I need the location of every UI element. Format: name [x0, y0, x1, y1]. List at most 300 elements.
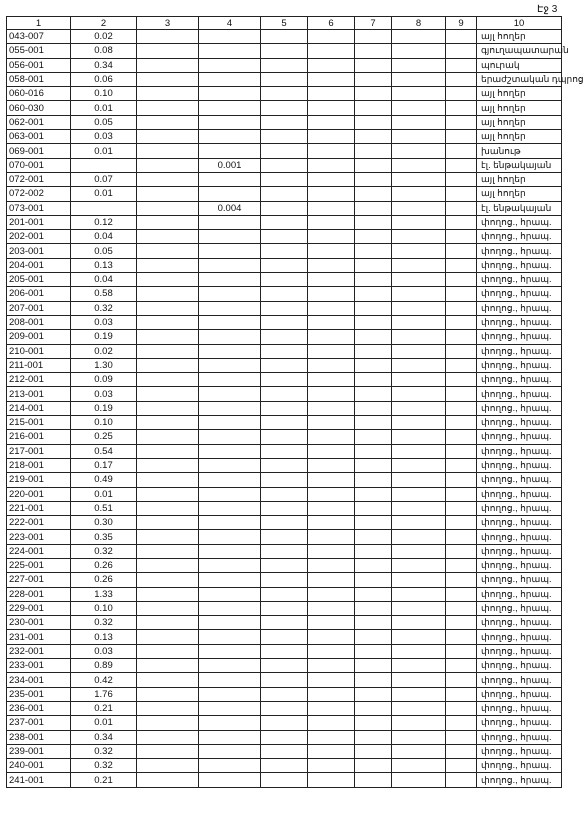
- parcel-code-cell: 237-001: [7, 716, 71, 730]
- column-5-cell: [261, 544, 308, 558]
- column-4-cell: [199, 716, 261, 730]
- column-6-cell: [308, 401, 355, 415]
- column-8-cell: [392, 87, 446, 101]
- purpose-cell: փողոց., հրապ.: [477, 530, 562, 544]
- purpose-cell: փողոց., հրապ.: [477, 516, 562, 530]
- table-row: [7, 358, 562, 372]
- column-8-cell: [392, 701, 446, 715]
- table-row: [7, 630, 562, 644]
- table-row: [7, 387, 562, 401]
- purpose-cell: այլ հողեր: [477, 30, 562, 44]
- column-8-cell: [392, 101, 446, 115]
- column-8-cell: [392, 616, 446, 630]
- purpose-cell: փողոց., հրապ.: [477, 487, 562, 501]
- column-3-cell: [137, 744, 199, 758]
- table-row: [7, 644, 562, 658]
- column-6-cell: [308, 744, 355, 758]
- area-cell: 0.10: [71, 601, 137, 615]
- column-3-cell: [137, 215, 199, 229]
- column-4-cell: [199, 601, 261, 615]
- parcel-code-cell: 060-016: [7, 87, 71, 101]
- column-7-cell: [355, 87, 392, 101]
- column-7-cell: [355, 444, 392, 458]
- area-cell: 0.19: [71, 330, 137, 344]
- column-3-cell: [137, 516, 199, 530]
- column-5-cell: [261, 330, 308, 344]
- column-6-cell: [308, 130, 355, 144]
- column-8-cell: [392, 744, 446, 758]
- column-4-cell: [199, 187, 261, 201]
- area-cell: 0.03: [71, 130, 137, 144]
- parcel-code-cell: 241-001: [7, 773, 71, 787]
- parcel-code-cell: 225-001: [7, 558, 71, 572]
- column-3-cell: [137, 330, 199, 344]
- area-cell: 0.32: [71, 744, 137, 758]
- purpose-cell: փողոց., հրապ.: [477, 301, 562, 315]
- table-row: [7, 501, 562, 515]
- area-cell: 0.03: [71, 315, 137, 329]
- column-3-cell: [137, 344, 199, 358]
- column-3-cell: [137, 601, 199, 615]
- table-row: [7, 659, 562, 673]
- column-3-cell: [137, 72, 199, 86]
- purpose-cell: այլ հողեր: [477, 87, 562, 101]
- area-cell: 1.76: [71, 687, 137, 701]
- parcel-code-cell: 233-001: [7, 659, 71, 673]
- area-cell: 0.26: [71, 558, 137, 572]
- column-9-cell: [446, 516, 477, 530]
- column-7-cell: [355, 344, 392, 358]
- column-6-cell: [308, 473, 355, 487]
- column-8-cell: [392, 273, 446, 287]
- column-8-cell: [392, 558, 446, 572]
- column-4-cell: [199, 473, 261, 487]
- table-row: [7, 87, 562, 101]
- table-row: [7, 101, 562, 115]
- purpose-cell: փողոց., հրապ.: [477, 287, 562, 301]
- purpose-cell: փողոց., հրապ.: [477, 230, 562, 244]
- column-4-cell: [199, 230, 261, 244]
- column-8-cell: [392, 587, 446, 601]
- table-row: [7, 201, 562, 215]
- table-row: [7, 516, 562, 530]
- column-9-cell: [446, 215, 477, 229]
- column-3-cell: [137, 659, 199, 673]
- column-5-cell: [261, 230, 308, 244]
- column-9-cell: [446, 616, 477, 630]
- column-9-cell: [446, 387, 477, 401]
- column-7-cell: [355, 673, 392, 687]
- column-header: 10: [477, 17, 562, 30]
- column-5-cell: [261, 373, 308, 387]
- area-cell: 1.33: [71, 587, 137, 601]
- column-4-cell: 0.004: [199, 201, 261, 215]
- column-6-cell: [308, 87, 355, 101]
- column-9-cell: [446, 158, 477, 172]
- area-cell: 0.02: [71, 344, 137, 358]
- column-8-cell: [392, 773, 446, 787]
- column-9-cell: [446, 644, 477, 658]
- column-4-cell: [199, 401, 261, 415]
- column-9-cell: [446, 30, 477, 44]
- column-4-cell: [199, 172, 261, 186]
- column-4-cell: [199, 44, 261, 58]
- parcel-code-cell: 221-001: [7, 501, 71, 515]
- column-7-cell: [355, 687, 392, 701]
- area-cell: 0.01: [71, 716, 137, 730]
- parcel-code-cell: 220-001: [7, 487, 71, 501]
- column-6-cell: [308, 773, 355, 787]
- column-5-cell: [261, 744, 308, 758]
- column-8-cell: [392, 330, 446, 344]
- column-8-cell: [392, 201, 446, 215]
- column-3-cell: [137, 373, 199, 387]
- table-row: [7, 58, 562, 72]
- column-5-cell: [261, 201, 308, 215]
- parcel-code-cell: 234-001: [7, 673, 71, 687]
- area-cell: 0.21: [71, 773, 137, 787]
- column-7-cell: [355, 72, 392, 86]
- column-3-cell: [137, 172, 199, 186]
- column-8-cell: [392, 430, 446, 444]
- table-row: [7, 315, 562, 329]
- column-5-cell: [261, 501, 308, 515]
- column-6-cell: [308, 101, 355, 115]
- table-row: [7, 115, 562, 129]
- column-5-cell: [261, 444, 308, 458]
- column-6-cell: [308, 287, 355, 301]
- table-row: [7, 144, 562, 158]
- column-3-cell: [137, 230, 199, 244]
- column-9-cell: [446, 258, 477, 272]
- column-9-cell: [446, 344, 477, 358]
- parcel-code-cell: 208-001: [7, 315, 71, 329]
- table-row: [7, 487, 562, 501]
- parcel-code-cell: 062-001: [7, 115, 71, 129]
- column-8-cell: [392, 230, 446, 244]
- purpose-cell: խանութ: [477, 144, 562, 158]
- parcel-code-cell: 056-001: [7, 58, 71, 72]
- column-3-cell: [137, 616, 199, 630]
- purpose-cell: փողոց., հրապ.: [477, 330, 562, 344]
- parcel-code-cell: 207-001: [7, 301, 71, 315]
- column-3-cell: [137, 287, 199, 301]
- column-9-cell: [446, 701, 477, 715]
- column-7-cell: [355, 530, 392, 544]
- column-3-cell: [137, 187, 199, 201]
- column-4-cell: [199, 30, 261, 44]
- purpose-cell: փողոց., հրապ.: [477, 759, 562, 773]
- column-header: 6: [308, 17, 355, 30]
- column-8-cell: [392, 144, 446, 158]
- parcel-code-cell: 227-001: [7, 573, 71, 587]
- table-row: [7, 215, 562, 229]
- parcel-code-cell: 228-001: [7, 587, 71, 601]
- table-row: [7, 701, 562, 715]
- purpose-cell: պուրակ: [477, 58, 562, 72]
- column-8-cell: [392, 487, 446, 501]
- column-4-cell: [199, 730, 261, 744]
- column-4-cell: [199, 573, 261, 587]
- column-5-cell: [261, 244, 308, 258]
- column-5-cell: [261, 773, 308, 787]
- table-row: [7, 30, 562, 44]
- column-9-cell: [446, 287, 477, 301]
- purpose-cell: փողոց., հրապ.: [477, 401, 562, 415]
- column-3-cell: [137, 716, 199, 730]
- column-4-cell: [199, 101, 261, 115]
- parcel-code-cell: 058-001: [7, 72, 71, 86]
- column-9-cell: [446, 544, 477, 558]
- parcel-code-cell: 235-001: [7, 687, 71, 701]
- column-5-cell: [261, 158, 308, 172]
- column-5-cell: [261, 759, 308, 773]
- column-6-cell: [308, 273, 355, 287]
- column-5-cell: [261, 601, 308, 615]
- column-3-cell: [137, 201, 199, 215]
- purpose-cell: փողոց., հրապ.: [477, 358, 562, 372]
- column-5-cell: [261, 87, 308, 101]
- header-row: [7, 17, 562, 30]
- column-4-cell: [199, 387, 261, 401]
- column-7-cell: [355, 58, 392, 72]
- column-7-cell: [355, 430, 392, 444]
- purpose-cell: փողոց., հրապ.: [477, 501, 562, 515]
- column-8-cell: [392, 387, 446, 401]
- parcel-code-cell: 072-002: [7, 187, 71, 201]
- column-8-cell: [392, 158, 446, 172]
- column-5-cell: [261, 301, 308, 315]
- area-cell: 0.34: [71, 58, 137, 72]
- table-row: [7, 230, 562, 244]
- column-9-cell: [446, 773, 477, 787]
- column-6-cell: [308, 58, 355, 72]
- parcel-code-cell: 073-001: [7, 201, 71, 215]
- parcel-code-cell: 240-001: [7, 759, 71, 773]
- column-3-cell: [137, 144, 199, 158]
- column-6-cell: [308, 659, 355, 673]
- table-row: [7, 759, 562, 773]
- column-4-cell: [199, 444, 261, 458]
- column-9-cell: [446, 87, 477, 101]
- column-7-cell: [355, 558, 392, 572]
- column-8-cell: [392, 215, 446, 229]
- column-6-cell: [308, 387, 355, 401]
- column-8-cell: [392, 30, 446, 44]
- purpose-cell: փողոց., հրապ.: [477, 616, 562, 630]
- column-6-cell: [308, 430, 355, 444]
- area-cell: 0.32: [71, 301, 137, 315]
- column-4-cell: [199, 416, 261, 430]
- area-cell: 0.05: [71, 244, 137, 258]
- area-cell: 0.01: [71, 487, 137, 501]
- column-7-cell: [355, 773, 392, 787]
- column-header: 3: [137, 17, 199, 30]
- parcel-code-cell: 070-001: [7, 158, 71, 172]
- column-4-cell: [199, 516, 261, 530]
- column-7-cell: [355, 273, 392, 287]
- column-3-cell: [137, 430, 199, 444]
- purpose-cell: փողոց., հրապ.: [477, 273, 562, 287]
- area-cell: 0.17: [71, 458, 137, 472]
- purpose-cell: փողոց., հրապ.: [477, 387, 562, 401]
- column-9-cell: [446, 172, 477, 186]
- purpose-cell: փողոց., հրապ.: [477, 473, 562, 487]
- column-7-cell: [355, 616, 392, 630]
- column-7-cell: [355, 501, 392, 515]
- column-7-cell: [355, 301, 392, 315]
- column-4-cell: [199, 687, 261, 701]
- column-6-cell: [308, 573, 355, 587]
- column-8-cell: [392, 172, 446, 186]
- column-7-cell: [355, 373, 392, 387]
- purpose-cell: փողոց., հրապ.: [477, 587, 562, 601]
- table-row: [7, 158, 562, 172]
- parcel-code-cell: 223-001: [7, 530, 71, 544]
- parcel-code-cell: 202-001: [7, 230, 71, 244]
- table-row: [7, 301, 562, 315]
- column-3-cell: [137, 387, 199, 401]
- column-8-cell: [392, 673, 446, 687]
- column-3-cell: [137, 273, 199, 287]
- column-7-cell: [355, 358, 392, 372]
- column-4-cell: [199, 659, 261, 673]
- column-5-cell: [261, 616, 308, 630]
- purpose-cell: փողոց., հրապ.: [477, 558, 562, 572]
- column-9-cell: [446, 730, 477, 744]
- table-row: [7, 573, 562, 587]
- purpose-cell: փողոց., հրապ.: [477, 444, 562, 458]
- column-7-cell: [355, 759, 392, 773]
- column-8-cell: [392, 659, 446, 673]
- column-6-cell: [308, 616, 355, 630]
- purpose-cell: այլ հողեր: [477, 187, 562, 201]
- column-3-cell: [137, 444, 199, 458]
- column-7-cell: [355, 230, 392, 244]
- parcel-code-cell: 238-001: [7, 730, 71, 744]
- table-row: [7, 130, 562, 144]
- column-3-cell: [137, 687, 199, 701]
- column-4-cell: [199, 258, 261, 272]
- parcel-code-cell: 212-001: [7, 373, 71, 387]
- column-4-cell: [199, 430, 261, 444]
- column-4-cell: [199, 616, 261, 630]
- table-row: [7, 44, 562, 58]
- column-3-cell: [137, 458, 199, 472]
- purpose-cell: փողոց., հրապ.: [477, 701, 562, 715]
- column-9-cell: [446, 201, 477, 215]
- column-3-cell: [137, 244, 199, 258]
- column-9-cell: [446, 130, 477, 144]
- column-8-cell: [392, 344, 446, 358]
- column-header: 1: [7, 17, 71, 30]
- column-9-cell: [446, 687, 477, 701]
- area-cell: 0.32: [71, 759, 137, 773]
- column-6-cell: [308, 458, 355, 472]
- column-7-cell: [355, 458, 392, 472]
- column-9-cell: [446, 358, 477, 372]
- column-5-cell: [261, 644, 308, 658]
- column-4-cell: [199, 358, 261, 372]
- area-cell: 0.06: [71, 72, 137, 86]
- column-5-cell: [261, 630, 308, 644]
- column-7-cell: [355, 187, 392, 201]
- column-8-cell: [392, 416, 446, 430]
- column-6-cell: [308, 416, 355, 430]
- column-7-cell: [355, 330, 392, 344]
- purpose-cell: փողոց., հրապ.: [477, 773, 562, 787]
- column-7-cell: [355, 644, 392, 658]
- column-5-cell: [261, 187, 308, 201]
- purpose-cell: փողոց., հրապ.: [477, 416, 562, 430]
- area-cell: 0.07: [71, 172, 137, 186]
- column-9-cell: [446, 444, 477, 458]
- column-4-cell: [199, 744, 261, 758]
- parcel-code-cell: 203-001: [7, 244, 71, 258]
- column-5-cell: [261, 387, 308, 401]
- parcel-code-cell: 063-001: [7, 130, 71, 144]
- column-5-cell: [261, 273, 308, 287]
- column-header: 9: [446, 17, 477, 30]
- table-row: [7, 416, 562, 430]
- column-5-cell: [261, 516, 308, 530]
- purpose-cell: փողոց., հրապ.: [477, 730, 562, 744]
- column-9-cell: [446, 401, 477, 415]
- column-5-cell: [261, 401, 308, 415]
- table-row: [7, 616, 562, 630]
- column-6-cell: [308, 701, 355, 715]
- column-6-cell: [308, 230, 355, 244]
- column-5-cell: [261, 58, 308, 72]
- column-8-cell: [392, 516, 446, 530]
- parcel-code-cell: 232-001: [7, 644, 71, 658]
- column-3-cell: [137, 30, 199, 44]
- table-row: [7, 401, 562, 415]
- column-3-cell: [137, 644, 199, 658]
- table-row: [7, 730, 562, 744]
- column-6-cell: [308, 330, 355, 344]
- column-6-cell: [308, 644, 355, 658]
- column-9-cell: [446, 530, 477, 544]
- column-header: 7: [355, 17, 392, 30]
- column-7-cell: [355, 730, 392, 744]
- column-7-cell: [355, 587, 392, 601]
- column-8-cell: [392, 501, 446, 515]
- area-cell: 0.12: [71, 215, 137, 229]
- column-4-cell: [199, 58, 261, 72]
- column-5-cell: [261, 115, 308, 129]
- column-5-cell: [261, 287, 308, 301]
- column-7-cell: [355, 130, 392, 144]
- column-7-cell: [355, 44, 392, 58]
- column-9-cell: [446, 501, 477, 515]
- table-row: [7, 544, 562, 558]
- column-3-cell: [137, 58, 199, 72]
- column-3-cell: [137, 558, 199, 572]
- column-8-cell: [392, 315, 446, 329]
- column-9-cell: [446, 630, 477, 644]
- column-7-cell: [355, 30, 392, 44]
- area-cell: 0.09: [71, 373, 137, 387]
- purpose-cell: փողոց., հրապ.: [477, 659, 562, 673]
- column-3-cell: [137, 544, 199, 558]
- column-7-cell: [355, 401, 392, 415]
- column-8-cell: [392, 544, 446, 558]
- column-7-cell: [355, 573, 392, 587]
- table-row: [7, 273, 562, 287]
- column-8-cell: [392, 373, 446, 387]
- column-4-cell: [199, 273, 261, 287]
